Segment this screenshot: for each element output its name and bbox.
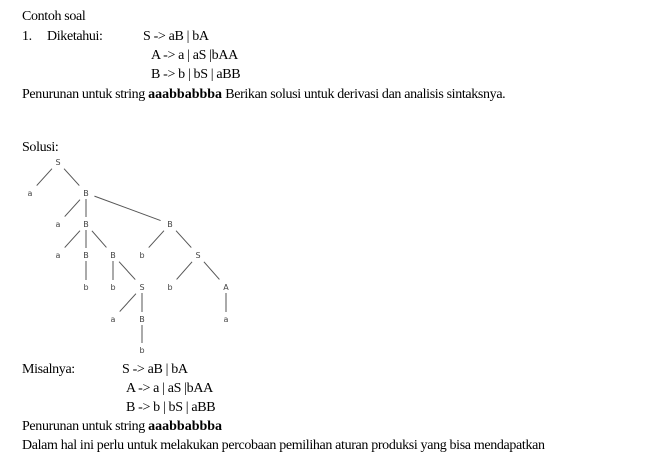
tree-edge [92, 231, 107, 248]
tree-node: B [110, 251, 116, 260]
tree-edge [65, 231, 80, 248]
problem-number: 1. [22, 29, 32, 44]
tree-edge [204, 262, 219, 280]
tree-node: S [139, 283, 145, 292]
problem-statement [22, 87, 505, 103]
solution-label: Solusi: [22, 140, 59, 155]
tree-node: b [139, 251, 145, 260]
grammar-rule-b: B -> b | bS | aBB [151, 67, 241, 82]
grammar-rule-a: A -> a | aS |bAA [151, 48, 238, 63]
tree-node: S [195, 251, 201, 260]
tree-node: a [223, 315, 229, 324]
example-rule-s: S -> aB | bA [122, 362, 188, 377]
tree-edge [94, 196, 160, 220]
section-title: Contoh soal [22, 9, 86, 24]
example-text: Dalam hal ini perlu untuk melakukan percobaan pemilihan aturan produksi yang bisa mendapatkan [22, 438, 545, 453]
statement-prefix: Penurunan untuk string [22, 419, 145, 434]
tree-node: b [83, 283, 89, 292]
target-string: aaabbabbba [148, 419, 223, 434]
tree-node: B [83, 251, 89, 260]
parse-tree [0, 150, 260, 360]
target-string: aaabbabbba [148, 87, 223, 102]
tree-edge [149, 231, 164, 248]
tree-node: b [139, 346, 145, 355]
example-label: Misalnya: [22, 362, 75, 377]
example-rule-a: A -> a | aS |bAA [126, 381, 213, 396]
tree-node: S [55, 158, 61, 167]
statement-suffix: Berikan solusi untuk derivasi dan analisis sintaksnya. [225, 87, 506, 102]
tree-node: B [83, 220, 89, 229]
example-rule-b: B -> b | bS | aBB [126, 400, 216, 415]
tree-node: b [167, 283, 173, 292]
example-statement [22, 419, 222, 435]
tree-edge [64, 169, 79, 186]
tree-node: B [167, 220, 173, 229]
grammar-rule-s: S -> aB | bA [143, 29, 209, 44]
tree-edge [177, 262, 192, 280]
tree-edge [119, 262, 135, 280]
tree-node: a [110, 315, 116, 324]
tree-node: a [55, 251, 61, 260]
tree-edge [37, 169, 52, 186]
tree-node: A [223, 283, 229, 292]
tree-edge [176, 231, 191, 248]
tree-node: a [27, 189, 33, 198]
tree-edge [120, 294, 136, 312]
tree-node: a [55, 220, 61, 229]
tree-node: B [139, 315, 145, 324]
problem-label: Diketahui: [47, 29, 103, 44]
tree-edge [65, 200, 80, 217]
tree-node: b [110, 283, 116, 292]
tree-node: B [83, 189, 89, 198]
statement-prefix: Penurunan untuk string [22, 87, 145, 102]
